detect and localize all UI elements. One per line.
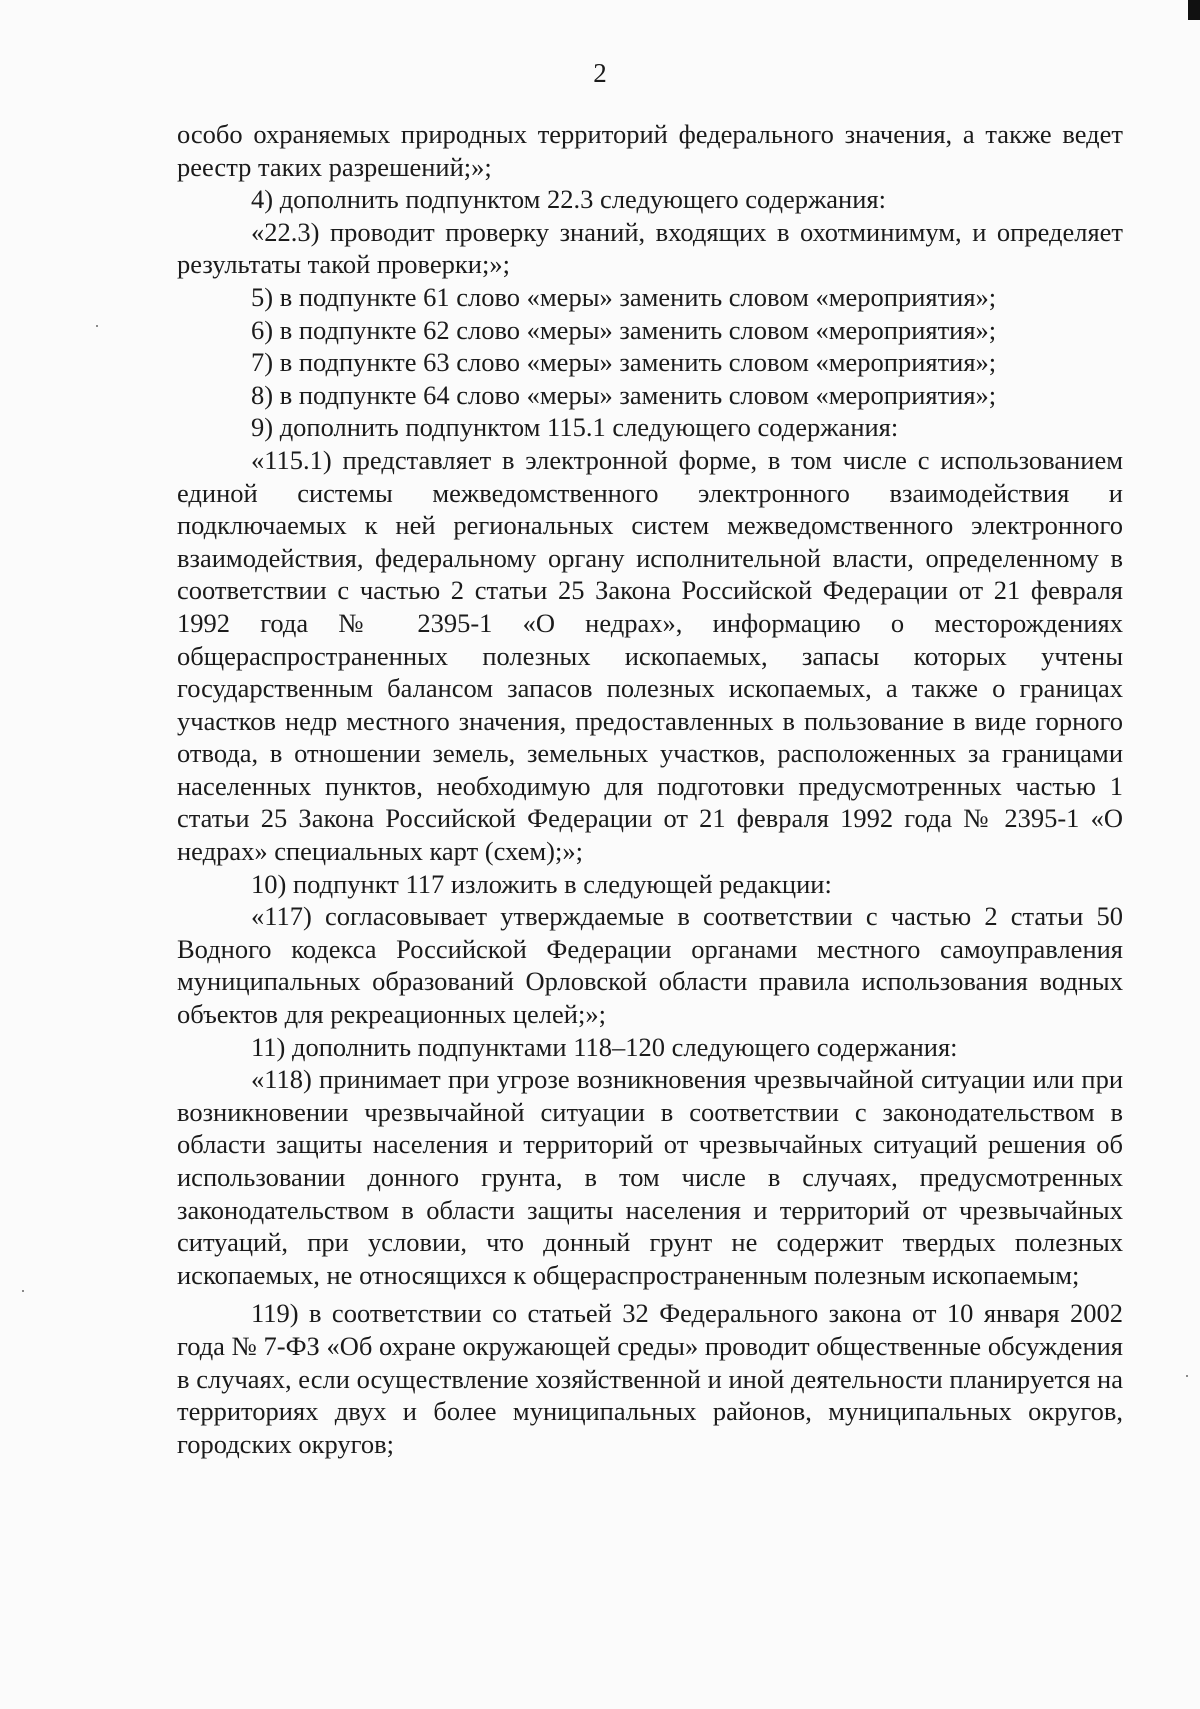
scan-edge-mark [1188, 0, 1200, 20]
amendment-item-4: 4) дополнить подпунктом 22.3 следующего содержания: [251, 184, 886, 215]
subparagraph-119: 119) в соответствии со статьей 32 Федерального закона от 10 января 2002 года № 7-ФЗ «Об охране окружающей среды» проводит общественные обсуждения в случаях, если осуществление хозяйственной и иной деятельности планируется на территориях двух и более муниципальных районов, муниципальных округов, городских округов; [177, 1298, 1123, 1459]
page-number: 2 [593, 58, 607, 88]
scan-speck [96, 325, 98, 327]
amendment-item-5: 5) в подпункте 61 слово «меры» заменить словом «мероприятия»; [251, 281, 997, 312]
paragraph-continuation: особо охраняемых природных территорий федерального значения, а также ведет реестр таких разрешений;»; [177, 119, 1123, 182]
scan-speck [22, 1290, 24, 1292]
subparagraph-118: «118) принимает при угрозе возникновения чрезвычайной ситуации или при возникновении чрезвычайной ситуации в соответствии с законодательством в области защиты населения и территорий от чрезвычайных ситуаций решения об использовании донного грунта, в том числе в случаях, предусмотренных законодательством в области защиты населения и территорий от чрезвычайных ситуаций, при условии, что донный грунт не содержит твердых полезных ископаемых, не относящихся к общераспространенным полезным ископаемым; [177, 1064, 1123, 1290]
document-body [177, 118, 1123, 1460]
subparagraph-117: «117) согласовывает утверждаемые в соответствии с частью 2 статьи 50 Водного кодекса Российской Федерации органами местного самоуправления муниципальных образований Орловской области правила использования водных объектов для рекреационных целей;»; [177, 901, 1123, 1030]
subparagraph-22-3: «22.3) проводит проверку знаний, входящих в охотминимум, и определяет результаты такой проверки;»; [177, 216, 1123, 280]
amendment-item-6: 6) в подпункте 62 слово «меры» заменить словом «мероприятия»; [251, 314, 997, 345]
amendment-item-11: 11) дополнить подпунктами 118–120 следующего содержания: [251, 1031, 958, 1062]
amendment-item-10: 10) подпункт 117 изложить в следующей редакции: [251, 868, 832, 899]
amendment-item-9: 9) дополнить подпунктом 115.1 следующего содержания: [251, 412, 899, 443]
amendment-item-7: 7) в подпункте 63 слово «меры» заменить словом «мероприятия»; [251, 347, 997, 378]
scan-speck [1186, 1375, 1188, 1377]
subparagraph-115-1: «115.1) представляет в электронной форме, в том числе с использованием единой системы межведомственного электронного взаимодействия и подключаемых к ней региональных систем межведомственного электронного взаимодействия, федеральному органу исполнительной власти, определенному в соответствии с частью 2 статьи 25 Закона Российской Федерации от 21 февраля 1992 года № 2395-1 «О недрах», информацию о месторождениях общераспространенных полезных ископаемых, запасы которых учтены государственным балансом запасов полезных ископаемых, а также о границах участков недр местного значения, предоставленных в пользование в виде горного отвода, в отношении земель, земельных участков, расположенных за границами населенных пунктов, необходимую для подготовки предусмотренных частью 1 статьи 25 Закона Российской Федерации от 21 февраля 1992 года № 2395-1 «О недрах» специальных карт (схем);»; [177, 444, 1123, 867]
amendment-item-8: 8) в подпункте 64 слово «меры» заменить словом «мероприятия»; [251, 379, 997, 410]
